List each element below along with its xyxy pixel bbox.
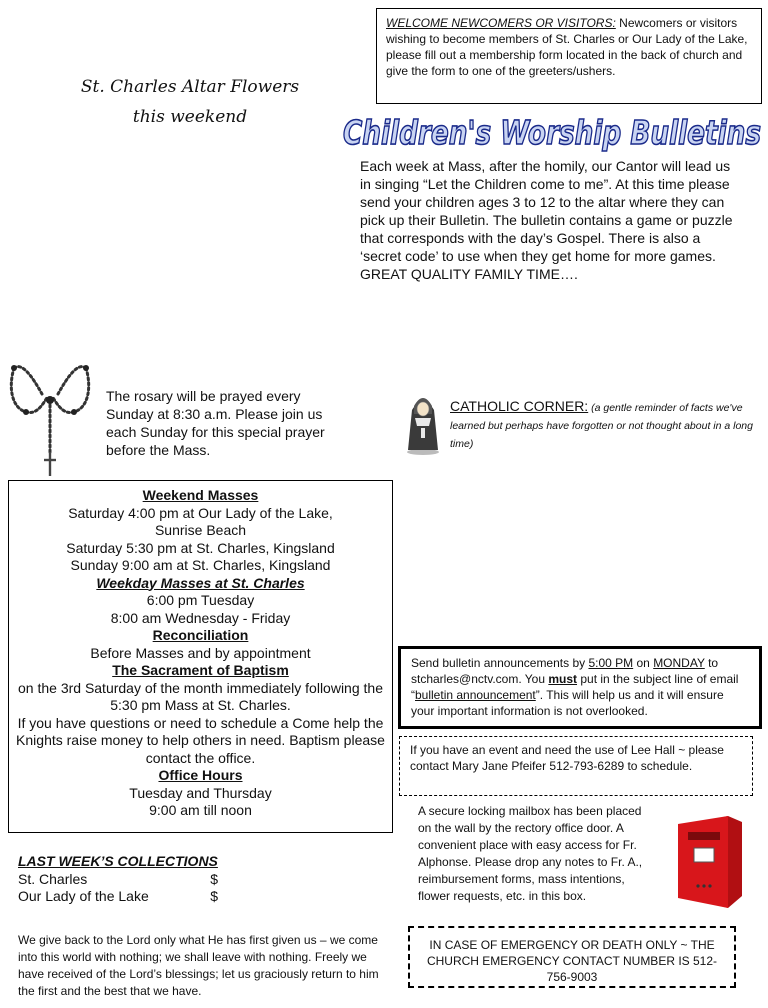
office-hours-heading: Office Hours <box>158 767 243 783</box>
mailbox-icon <box>672 812 746 912</box>
office-hours-line: 9:00 am till noon <box>149 802 252 818</box>
mailbox-text: A secure locking mailbox has been placed on the wall by the rectory office door. A convenient place with easy access for Fr. Alphonse. Please drop any notes to Fr. A., reimbursement forms, mass intentions, flower requests, etc. in this box. <box>418 804 643 903</box>
childrens-bulletin-title-text: Children's Worship Bulletins <box>343 113 761 152</box>
collection-row <box>18 888 218 906</box>
baptism-contact-text: If you have questions or need to schedule a Come help the Knights raise money to help others in need. Baptism please contact the office. <box>16 714 385 766</box>
rosary-icon <box>6 360 92 478</box>
welcome-box <box>376 8 762 104</box>
weekend-mass-line: Sunday 9:00 am at St. Charles, Kingsland <box>70 557 331 573</box>
weekend-mass-line: Saturday 5:30 pm at St. Charles, Kingsland <box>66 539 335 556</box>
collection-name: Our Lady of the Lake <box>18 888 149 904</box>
nun-icon <box>402 388 444 456</box>
give-back-text: We give back to the Lord only what He has first given us – we come into this world with nothing; we shall leave with nothing. Freely we have received of the Lord’s blessings; let us graciously return to him the first and the best that we have. <box>18 933 379 998</box>
catholic-corner-subtitle: (a gentle reminder of facts we've learned but perhaps have forgotten or not thought about in a long time) <box>450 402 753 450</box>
childrens-bulletin-title <box>340 106 766 158</box>
deadline-day: MONDAY <box>653 656 705 670</box>
deadline-time: 5:00 PM <box>588 656 634 670</box>
subject-line-text: bulletin announcement <box>415 688 536 702</box>
collections-heading: LAST WEEK’S COLLECTIONS <box>18 853 218 869</box>
weekday-mass-line: 8:00 am Wednesday - Friday <box>110 609 291 626</box>
baptism-text: on the 3rd Saturday of the month immediately following the 5:30 pm Mass at St. Charles. <box>18 679 383 713</box>
lee-hall-text: If you have an event and need the use of Lee Hall ~ please contact Mary Jane Pfeifer 512-793-6289 to schedule. <box>410 743 724 773</box>
weekday-mass-line: 6:00 pm Tuesday <box>146 592 255 608</box>
collection-amount: $ <box>210 870 218 887</box>
must-emphasis: must <box>548 672 578 686</box>
lee-hall-box <box>399 736 753 796</box>
send-text: ”. This will help us and it will ensure your important information is not overlooked. <box>411 688 724 718</box>
weekday-masses-heading: Weekday Masses at St. Charles <box>96 574 305 591</box>
mass-schedule-box <box>8 480 393 833</box>
office-hours-line: Tuesday and Thursday <box>129 784 272 801</box>
weekend-masses-heading: Weekend Masses <box>142 487 259 503</box>
baptism-heading: The Sacrament of Baptism <box>112 662 289 678</box>
emergency-contact-box <box>408 926 736 988</box>
childrens-bulletin-body: Each week at Mass, after the homily, our Cantor will lead us in singing “Let the Children come to me”. At this time please send your children ages 3 to 12 to the altar where they can pick up their Bulletin. The bulletin contains a game or puzzle that corresponds with the day’s Gospel. There is also a ‘secret code’ to use when they get home for more games. GREAT QUALITY FAMILY TIME…. <box>360 158 733 282</box>
catholic-corner-heading: CATHOLIC CORNER: <box>450 398 589 414</box>
welcome-text: Newcomers or visitors wishing to become members of St. Charles or Our Lady of the Lake, please fill out a membership form located in the back of church and give the form to one of the greeters/ushers. <box>386 16 748 78</box>
reconciliation-heading: Reconciliation <box>152 627 249 643</box>
reconciliation-text: Before Masses and by appointment <box>90 644 311 661</box>
collection-name: St. Charles <box>18 870 88 887</box>
altar-flowers-line1: St. Charles Altar Flowers <box>80 77 300 97</box>
weekend-mass-line: Saturday 4:00 pm at Our Lady of the Lake, <box>68 504 333 521</box>
collection-row <box>18 871 218 889</box>
send-text: put in the subject line of email “ <box>411 672 739 702</box>
emergency-contact-text: IN CASE OF EMERGENCY OR DEATH ONLY ~ THE CHURCH EMERGENCY CONTACT NUMBER IS 512-756-9003 <box>426 938 718 984</box>
send-text: Send bulletin announcements by <box>411 656 589 670</box>
collection-amount: $ <box>210 888 218 904</box>
send-text: to stcharles@nctv.com. You <box>411 656 719 686</box>
collections-section <box>18 853 258 906</box>
rosary-text: The rosary will be prayed every Sunday at 8:30 a.m. Please join us each Sunday for this special prayer before the Mass. <box>106 388 325 458</box>
weekend-mass-line: Sunrise Beach <box>154 522 247 538</box>
welcome-heading: WELCOME NEWCOMERS OR VISITORS: <box>386 16 616 30</box>
send-text: on <box>633 656 654 670</box>
announcement-submission-box <box>398 646 762 729</box>
altar-flowers-heading <box>60 72 320 132</box>
altar-flowers-line2: this weekend <box>132 107 248 127</box>
catholic-corner <box>450 398 760 452</box>
